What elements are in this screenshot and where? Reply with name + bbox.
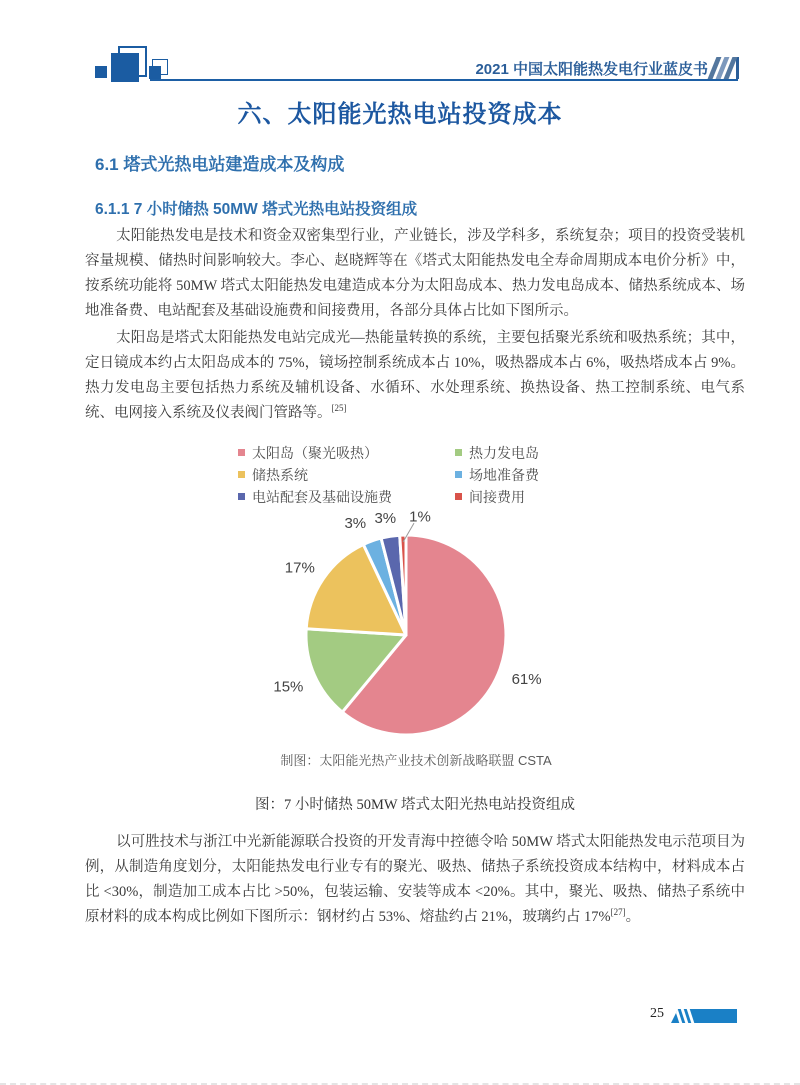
legend-label: 太阳岛（聚光吸热） (252, 444, 378, 461)
stripe-endbar-icon (736, 57, 739, 79)
pie-percvalue-label: 17% (284, 559, 315, 577)
legend-label: 热力发电岛 (469, 444, 539, 461)
header-stripes-icon (712, 57, 739, 79)
pie-percvalue-label: 1% (409, 508, 431, 526)
pie-percvalue-label: 61% (511, 671, 542, 689)
footer-bar-icon (671, 1009, 737, 1023)
chart-source: 制图：太阳能光热产业技术创新战略联盟 CSTA (280, 753, 552, 768)
legend-item (455, 466, 615, 483)
paragraph-3 (85, 830, 745, 930)
pie-percvalue-label: 3% (374, 510, 397, 528)
citation-ref-27: [27] (610, 907, 626, 918)
logo-square-small-icon (95, 66, 107, 78)
legend-label: 电站配套及基础设施费 (252, 488, 392, 505)
paragraph-2-text: 太阳岛是塔式太阳能热发电站完成光—热能量转换的系统，主要包括聚光系统和吸热系统；其中，定日镜成本约占太阳岛成本的 75%，镜场控制系统成本占 10%，吸热器成本占 6%，吸热塔成本占 9%。热力发电岛主要包括热力系统及辅机设备、水循环、水处理系统、换热设备、热工控制系统、电气系统、电网接入系统及仪表阀门管路等。 (85, 330, 745, 421)
pie-percvalue-label: 3% (344, 514, 367, 532)
figure-caption: 图：7 小时储热 50MW 塔式太阳光热电站投资组成 (255, 797, 575, 813)
legend-marker-icon (455, 471, 462, 478)
booklet-title: 2021 中国太阳能热发电行业蓝皮书 (475, 61, 708, 78)
legend-marker-icon (455, 493, 462, 500)
legend-label: 间接费用 (469, 488, 525, 505)
header-rule (150, 79, 738, 81)
legend-item (455, 444, 615, 461)
page-title: 六、太阳能光热电站投资成本 (237, 101, 563, 128)
legend-marker-icon (455, 449, 462, 456)
paragraph-3-tail: 。 (625, 909, 641, 925)
legend-marker-icon (238, 493, 245, 500)
logo-square-filled-icon (111, 53, 139, 82)
paragraph-2 (85, 326, 745, 426)
logo-square-filled-small-icon (149, 66, 161, 79)
legend-marker-icon (238, 449, 245, 456)
section-heading: 6.1 塔式光热电站建造成本及构成 (95, 155, 345, 174)
legend-marker-icon (238, 471, 245, 478)
paragraph-1: 太阳能热发电是技术和资金双密集型行业，产业链长，涉及学科多，系统复杂；项目的投资受装机容量规模、储热时间影响较大。李心、赵晓辉等在《塔式太阳能热发电全寿命周期成本电价分析》中，按系统功能将 50MW 塔式太阳能热发电建造成本分为太阳岛成本、热力发电岛成本、储热系统成本、场地准备费、电站配套及基础设施费和间接费用，各部分具体占比如下图所示。 (85, 228, 745, 319)
page-number: 25 (650, 1006, 664, 1021)
citation-ref-25: [25] (331, 403, 347, 414)
subsection-heading: 6.1.1 7 小时储热 50MW 塔式光热电站投资组成 (95, 201, 418, 218)
legend-label: 储热系统 (252, 466, 308, 483)
pie-percvalue-label: 15% (273, 678, 304, 696)
paragraph-3-text: 以可胜技术与浙江中光新能源联合投资的开发青海中控德令哈 50MW 塔式太阳能热发电示范项目为例，从制造角度划分，太阳能热发电行业专有的聚光、吸热、储热子系统投资成本结构中，材料成本占比 <30%，制造加工成本占比 >50%，包装运输、安装等成本 <20%。其中，聚光、吸热、储热子系统中原材料的成本构成比例如下图所示：钢材约占 53%、熔盐约占 21%，玻璃约占 17% (85, 834, 745, 925)
pie-chart (0, 500, 800, 760)
legend-item (238, 444, 455, 461)
pie-legend (238, 444, 615, 505)
legend-label: 场地准备费 (469, 466, 539, 483)
legend-item (238, 466, 455, 483)
